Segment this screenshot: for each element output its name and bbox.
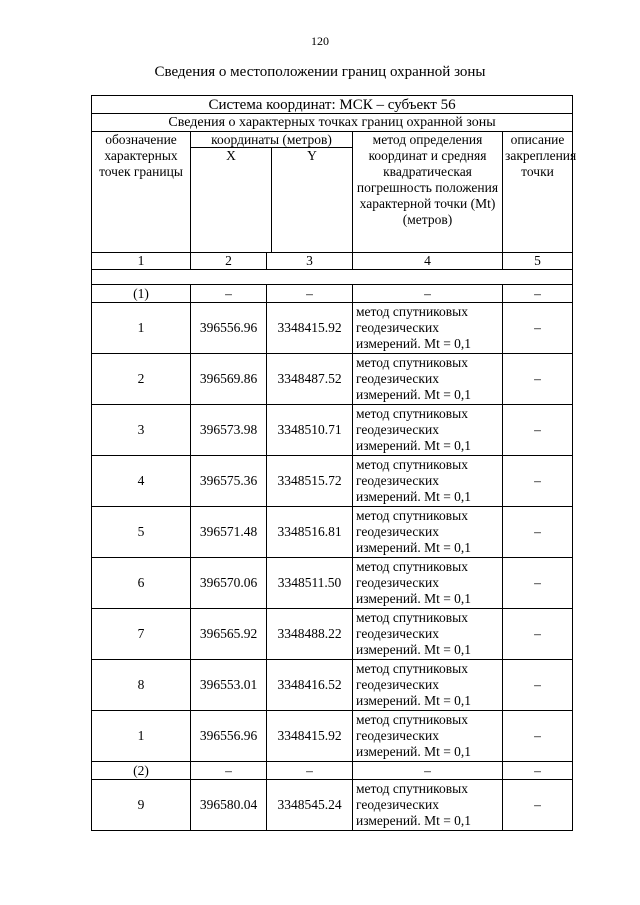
coordinate-x: 396573.98 xyxy=(191,405,267,456)
contour-label: (2) xyxy=(92,762,191,780)
method-description: метод спутниковых геодезических измерений. Mt = 0,1 xyxy=(353,609,503,660)
coordinate-y: 3348415.92 xyxy=(267,303,353,354)
mark-description: – xyxy=(503,456,573,507)
coordinate-y: 3348488.22 xyxy=(267,609,353,660)
coordinate-y: 3348545.24 xyxy=(267,780,353,831)
point-name: 7 xyxy=(92,609,191,660)
coordinate-x: 396575.36 xyxy=(191,456,267,507)
coordinate-x: 396565.92 xyxy=(191,609,267,660)
header-coordinates xyxy=(191,132,353,253)
coordinate-y: 3348516.81 xyxy=(267,507,353,558)
method-description: метод спутниковых геодезических измерений. Mt = 0,1 xyxy=(353,660,503,711)
point-name: 1 xyxy=(92,303,191,354)
contour-row xyxy=(92,285,573,303)
column-number: 2 xyxy=(191,253,267,270)
coordinate-y: 3348511.50 xyxy=(267,558,353,609)
header-description: описание закрепления точки xyxy=(503,132,573,253)
mark-description: – xyxy=(503,711,573,762)
mark-description: – xyxy=(503,609,573,660)
dash-cell: – xyxy=(353,762,503,780)
table-row xyxy=(92,354,573,405)
mark-description: – xyxy=(503,558,573,609)
coordinate-system-header: Система координат: МСК – субъект 56 xyxy=(92,96,573,114)
coordinate-x: 396569.86 xyxy=(191,354,267,405)
dash-cell: – xyxy=(503,285,573,303)
document-title: Сведения о местоположении границ охранной зоны xyxy=(154,64,486,80)
column-number: 5 xyxy=(503,253,573,270)
points-info-header: Сведения о характерных точках границ охранной зоны xyxy=(92,114,573,132)
method-description: метод спутниковых геодезических измерений. Mt = 0,1 xyxy=(353,507,503,558)
page-number: 120 xyxy=(311,34,329,48)
table-row xyxy=(92,558,573,609)
column-number: 3 xyxy=(267,253,353,270)
table-row xyxy=(92,609,573,660)
mark-description: – xyxy=(503,303,573,354)
table-row xyxy=(92,507,573,558)
column-number: 4 xyxy=(353,253,503,270)
coordinate-x: 396580.04 xyxy=(191,780,267,831)
point-name: 5 xyxy=(92,507,191,558)
boundary-points-table xyxy=(91,95,577,831)
column-number: 1 xyxy=(92,253,191,270)
dash-cell: – xyxy=(191,762,267,780)
method-description: метод спутниковых геодезических измерений. Mt = 0,1 xyxy=(353,780,503,831)
coordinate-y: 3348515.72 xyxy=(267,456,353,507)
coordinate-y: 3348416.52 xyxy=(267,660,353,711)
table-row xyxy=(92,456,573,507)
header-coordinates-group: координаты (метров) xyxy=(191,132,352,148)
mark-description: – xyxy=(503,354,573,405)
point-name: 4 xyxy=(92,456,191,507)
contour-label: (1) xyxy=(92,285,191,303)
point-name: 8 xyxy=(92,660,191,711)
coordinate-x: 396556.96 xyxy=(191,711,267,762)
method-description: метод спутниковых геодезических измерений. Mt = 0,1 xyxy=(353,711,503,762)
method-description: метод спутниковых геодезических измерений. Mt = 0,1 xyxy=(353,456,503,507)
dash-cell: – xyxy=(503,762,573,780)
coordinate-x: 396571.48 xyxy=(191,507,267,558)
coordinate-y: 3348487.52 xyxy=(267,354,353,405)
table-row xyxy=(92,711,573,762)
coordinate-x: 396553.01 xyxy=(191,660,267,711)
empty-row xyxy=(92,270,573,285)
contour-row xyxy=(92,762,573,780)
dash-cell: – xyxy=(191,285,267,303)
header-x: X xyxy=(191,148,272,252)
mark-description: – xyxy=(503,405,573,456)
column-numbers-row xyxy=(92,253,573,270)
table-row xyxy=(92,660,573,711)
method-description: метод спутниковых геодезических измерений. Mt = 0,1 xyxy=(353,303,503,354)
coordinate-x: 396556.96 xyxy=(191,303,267,354)
point-name: 1 xyxy=(92,711,191,762)
coordinate-y: 3348415.92 xyxy=(267,711,353,762)
dash-cell: – xyxy=(267,762,353,780)
method-description: метод спутниковых геодезических измерений. Mt = 0,1 xyxy=(353,558,503,609)
header-y: Y xyxy=(307,148,317,163)
coordinate-y: 3348510.71 xyxy=(267,405,353,456)
table-row xyxy=(92,303,573,354)
method-description: метод спутниковых геодезических измерений. Mt = 0,1 xyxy=(353,354,503,405)
table-row xyxy=(92,780,573,831)
point-name: 6 xyxy=(92,558,191,609)
dash-cell: – xyxy=(353,285,503,303)
dash-cell: – xyxy=(267,285,353,303)
mark-description: – xyxy=(503,507,573,558)
point-name: 3 xyxy=(92,405,191,456)
coordinate-x: 396570.06 xyxy=(191,558,267,609)
mark-description: – xyxy=(503,660,573,711)
header-point-name: обозначение характерных точек границы xyxy=(92,132,191,253)
header-method: метод определения координат и средняя квадратическая погрешность положения характерной точки (Mt) (метров) xyxy=(353,132,503,253)
mark-description: – xyxy=(503,780,573,831)
method-description: метод спутниковых геодезических измерений. Mt = 0,1 xyxy=(353,405,503,456)
empty-cell xyxy=(92,270,573,285)
table-row xyxy=(92,405,573,456)
point-name: 2 xyxy=(92,354,191,405)
point-name: 9 xyxy=(92,780,191,831)
